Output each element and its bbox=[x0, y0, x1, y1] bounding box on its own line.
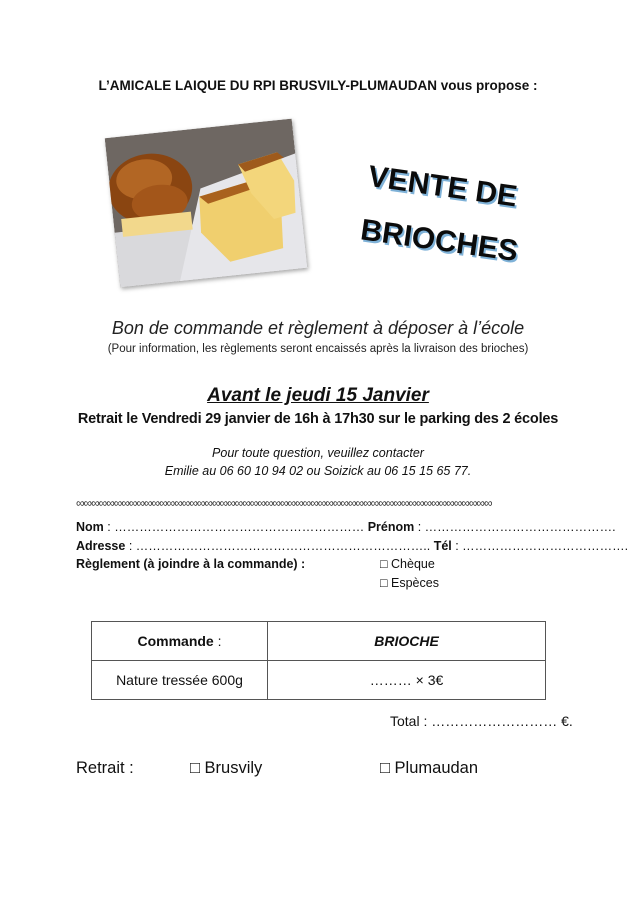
payment-note: (Pour information, les règlements seront encaissés après la livraison des brioches) bbox=[107, 343, 529, 355]
order-table bbox=[91, 621, 546, 700]
especes-checkbox[interactable]: □ Espèces bbox=[380, 576, 439, 590]
reglement-row bbox=[76, 557, 305, 571]
adresse-field[interactable]: : …………………………………………………………….. bbox=[125, 539, 434, 553]
quantity-field[interactable]: ……… × 3€ bbox=[268, 661, 546, 700]
address-row bbox=[76, 539, 628, 553]
header-text: L’AMICALE LAIQUE DU RPI BRUSVILY-PLUMAUDAN vous propose : bbox=[98, 78, 538, 93]
commande-header-label: Commande bbox=[137, 633, 214, 649]
total-field[interactable]: Total : ……………………… €. bbox=[390, 713, 573, 729]
title-line-1: VENTE DE bbox=[366, 159, 520, 214]
nom-field[interactable]: : …………………………………………………… bbox=[103, 520, 368, 534]
table-row bbox=[92, 661, 546, 700]
brioche-header-label: BRIOCHE bbox=[374, 633, 439, 649]
tel-label: Tél bbox=[433, 539, 452, 553]
contact-line-2: Emilie au 06 60 10 94 02 ou Soizick au 06 15 15 65 77. bbox=[164, 464, 472, 478]
brioche-illustration bbox=[105, 119, 308, 288]
nom-label: Nom bbox=[76, 520, 104, 534]
deadline: Avant le jeudi 15 Janvier bbox=[207, 385, 429, 406]
reglement-label: Règlement (à joindre à la commande) : bbox=[76, 557, 306, 571]
brioche-photo bbox=[105, 119, 308, 288]
cheque-checkbox[interactable]: □ Chèque bbox=[380, 557, 435, 571]
title-line-2: BRIOCHES bbox=[358, 213, 520, 269]
prenom-field[interactable]: : ………………………………………. bbox=[414, 520, 616, 534]
contact-line-1: Pour toute question, veuillez contacter bbox=[212, 446, 424, 460]
name-row bbox=[76, 520, 616, 534]
pickup-info: Retrait le Vendredi 29 janvier de 16h à 17h30 sur le parking des 2 écoles bbox=[77, 411, 559, 427]
retrait-label: Retrait : bbox=[76, 759, 134, 777]
separator: ∞∞∞∞∞∞∞∞∞∞∞∞∞∞∞∞∞∞∞∞∞∞∞∞∞∞∞∞∞∞∞∞∞∞∞∞∞∞∞∞∞∞∞∞∞∞∞∞∞∞∞∞∞∞∞ bbox=[76, 496, 492, 510]
table-header-commande bbox=[92, 622, 268, 661]
prenom-label: Prénom bbox=[367, 520, 415, 534]
order-form-subtitle: Bon de commande et règlement à déposer à l’école bbox=[111, 318, 525, 338]
tel-field[interactable]: : …………………………………. bbox=[451, 539, 629, 553]
plumaudan-checkbox[interactable]: □ Plumaudan bbox=[380, 759, 479, 777]
brusvily-checkbox[interactable]: □ Brusvily bbox=[190, 759, 263, 777]
table-header-brioche bbox=[268, 622, 546, 661]
sale-title bbox=[357, 150, 550, 282]
adresse-label: Adresse bbox=[76, 539, 126, 553]
table-header-row bbox=[92, 622, 546, 661]
commande-header-colon: : bbox=[213, 633, 222, 649]
product-name: Nature tressée 600g bbox=[92, 661, 268, 700]
